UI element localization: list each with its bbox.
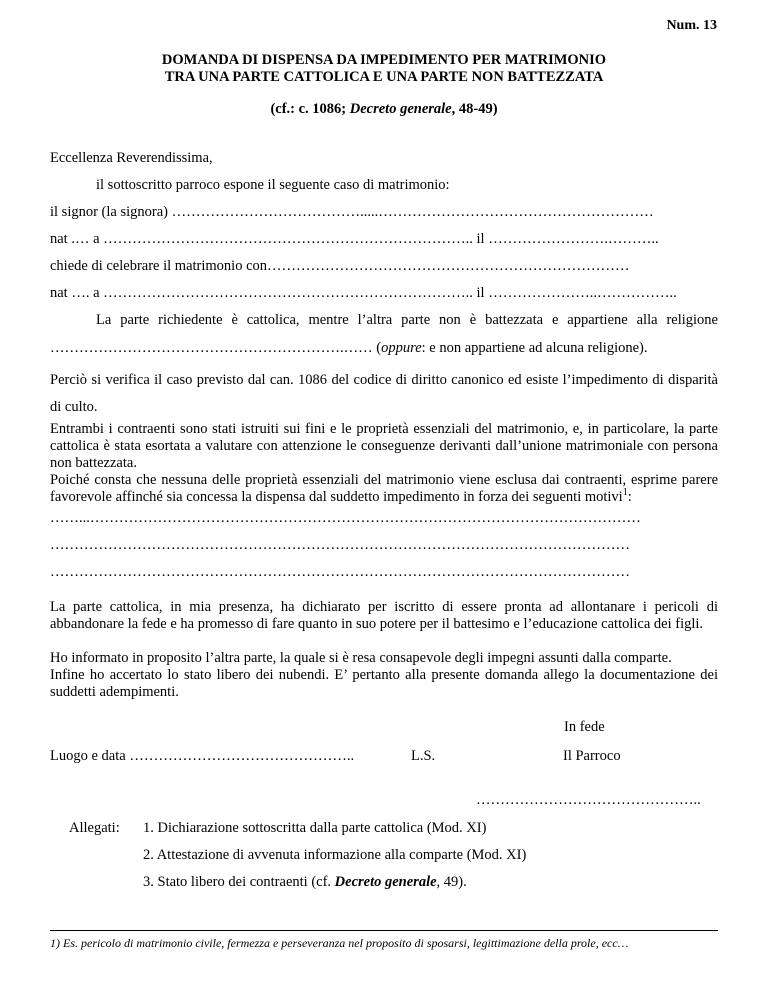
allegato-3: 3. Stato libero dei contraenti (cf. Decreto generale, 49). bbox=[143, 874, 467, 890]
religione-text: La parte richiedente è cattolica, mentre l’altra parte non è battezzata e appartiene alla religione bbox=[96, 312, 718, 328]
field-signor: il signor (la signora) ………………………………….....………………………………………………… bbox=[50, 204, 654, 220]
field-nat-2: nat …. a ………………………………………………………………….. il …………………..…………….. bbox=[50, 285, 677, 301]
allegati-label: Allegati: bbox=[69, 820, 120, 836]
paragraph-entrambi: Entrambi i contraenti sono stati istruiti sui fini e le proprietà essenziali del matrimonio, e, in particolare, la parte cattolica è stata esortata a valutare con attenzione le conseguenze derivanti dall’unione matrimoniale con persona non battezzata. bbox=[50, 421, 718, 471]
paragraph-informato: Ho informato in proposito l’altra parte, la quale si è resa consapevole degli impegni assunti dalla comparte. bbox=[50, 650, 672, 666]
ls-seal-mark: L.S. bbox=[411, 748, 436, 764]
document-number: Num. 13 bbox=[666, 18, 717, 33]
footnote: 1) Es. pericolo di matrimonio civile, fermezza e perseveranza nel proposito di sposarsi, legittimazione della prole, ecc… bbox=[50, 936, 629, 950]
paragraph-cattolica: La parte cattolica, in mia presenza, ha dichiarato per iscritto di essere pronta ad allontanare i pericoli di abbandonare la fede e ha promesso di fare quanto in suo potere per il battesimo e l’educazione cattolica dei figli. bbox=[50, 599, 718, 632]
motivi-line-1: ……...…………………………………………………………………………………………………… bbox=[50, 510, 641, 526]
field-chiede: chiede di celebrare il matrimonio con………………………………………………………………… bbox=[50, 258, 630, 274]
signature-line: ……………………………………….. bbox=[476, 792, 701, 808]
document-title-line1: DOMANDA DI DISPENSA DA IMPEDIMENTO PER MATRIMONIO bbox=[161, 52, 607, 68]
religione-line: …………………………………………………….…… (oppure: e non appartiene ad alcuna religione). bbox=[50, 340, 648, 356]
salutation: Eccellenza Reverendissima, bbox=[50, 150, 213, 166]
canon-reference: (cf.: c. 1086; Decreto generale, 48-49) bbox=[270, 101, 498, 117]
allegato-1: 1. Dichiarazione sottoscritta dalla parte cattolica (Mod. XI) bbox=[143, 820, 487, 836]
motivi-line-3: ………………………………………………………………………………………………………… bbox=[50, 564, 630, 580]
paragraph-poiche: Poiché consta che nessuna delle proprietà essenziali del matrimonio viene esclusa dai contraenti, esprime parere favorevole affinché sia concessa la dispensa dal suddetto impedimento in forza dei seguenti motivi$^1$: bbox=[50, 472, 718, 505]
in-fede: In fede bbox=[564, 719, 605, 735]
parroco-label: Il Parroco bbox=[563, 748, 621, 764]
footnote-divider bbox=[50, 930, 718, 931]
motivi-line-2: ………………………………………………………………………………………………………… bbox=[50, 537, 630, 553]
luogo-data: Luogo e data ……………………………………….. bbox=[50, 748, 355, 764]
document-title-line2: TRA UNA PARTE CATTOLICA E UNA PARTE NON BATTEZZATA bbox=[164, 69, 604, 85]
field-nat-1: nat .… a ………………………………………………………………….. il …………………….……….. bbox=[50, 231, 659, 247]
paragraph-percio: Perciò si verifica il caso previsto dal can. 1086 del codice di diritto canonico ed esiste l’impedimento di disparità di culto. bbox=[50, 372, 718, 415]
allegato-2: 2. Attestazione di avvenuta informazione alla comparte (Mod. XI) bbox=[143, 847, 527, 863]
intro-text: il sottoscritto parroco espone il seguente caso di matrimonio: bbox=[96, 177, 450, 193]
footnote-marker: 1 bbox=[622, 487, 628, 499]
paragraph-infine: Infine ho accertato lo stato libero dei nubendi. E’ pertanto alla presente domanda allego la documentazione dei suddetti adempimenti. bbox=[50, 667, 718, 700]
